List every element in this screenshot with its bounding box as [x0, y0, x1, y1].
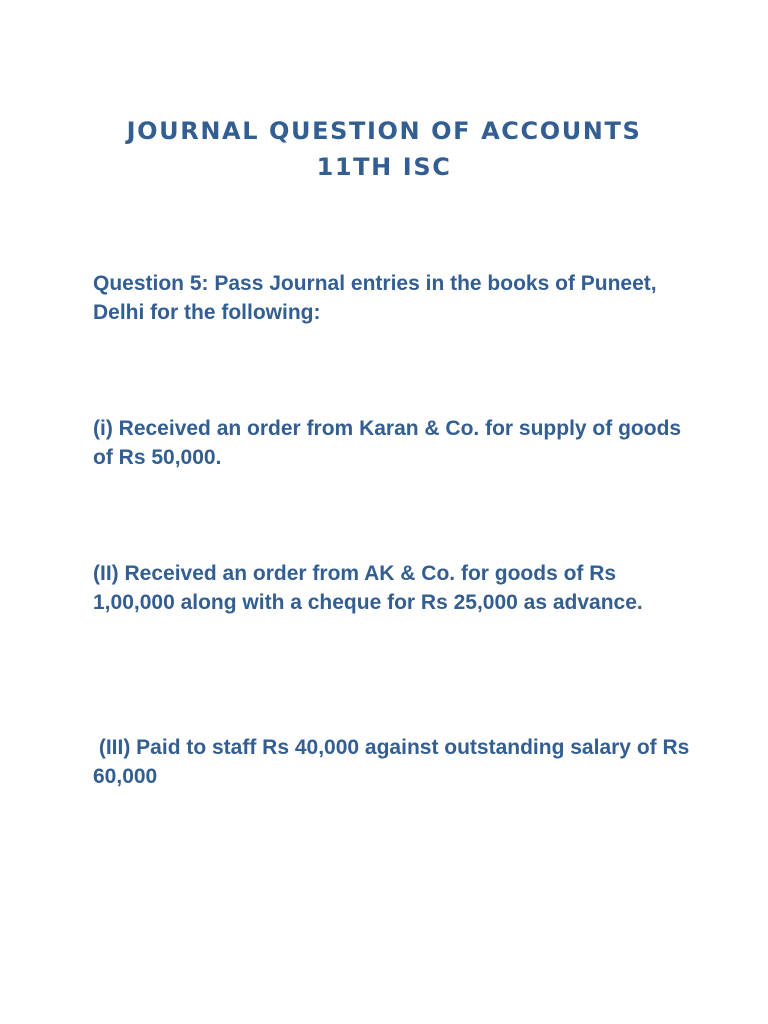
question-item-iii: (III) Paid to staff Rs 40,000 against outstanding salary of Rs 60,000	[93, 736, 696, 788]
question-text: Question 5: Pass Journal entries in the books of Puneet, Delhi for the following:	[93, 272, 663, 324]
page-title	[60, 113, 708, 185]
title-line-2: 11TH ISC	[316, 153, 452, 181]
title-line-1: JOURNAL QUESTION OF ACCOUNTS	[126, 117, 642, 145]
question-item-ii: (II) Received an order from AK & Co. for goods of Rs 1,00,000 along with a cheque for Rs 25,000 as advance.	[93, 562, 643, 614]
question-item-i: (i) Received an order from Karan & Co. for supply of goods of Rs 50,000.	[93, 417, 687, 469]
